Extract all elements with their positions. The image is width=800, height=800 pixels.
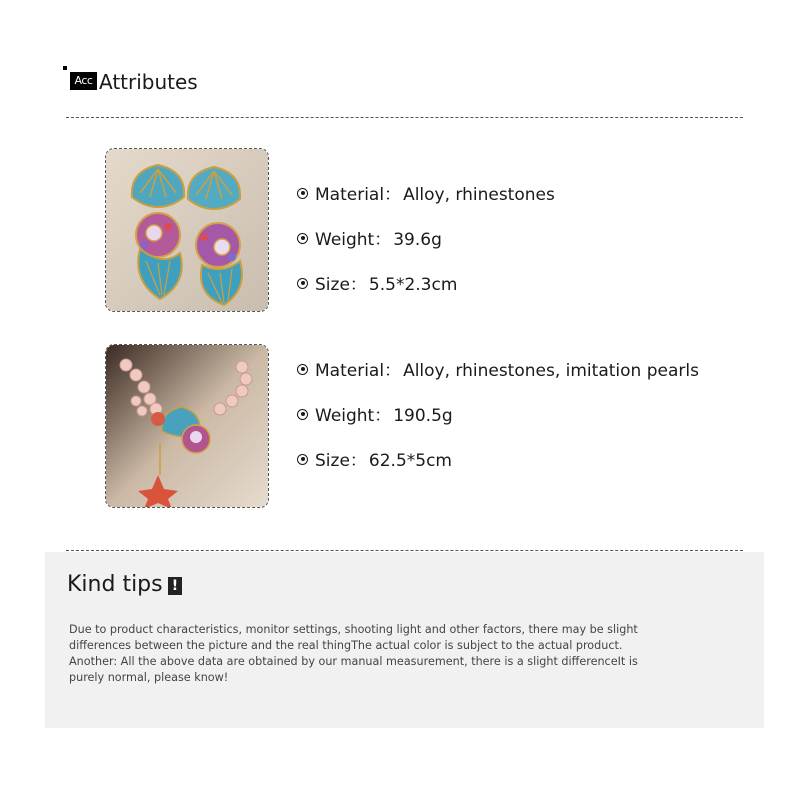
earrings-illustration — [106, 149, 269, 312]
kind-tips-text — [69, 622, 649, 686]
necklace-weight: Weight： 190.5g — [297, 405, 453, 427]
bullet-icon — [297, 364, 308, 375]
attributes-heading: Attributes — [99, 70, 198, 94]
bullet-icon — [297, 278, 308, 289]
necklace-material: Material： Alloy, rhinestones, imitation pearls — [297, 360, 699, 382]
bullet-icon — [297, 409, 308, 420]
middle-divider — [66, 550, 743, 551]
exclamation-icon: ! — [168, 577, 182, 595]
tips-line: Due to product characteristics, monitor settings, shooting light and other factors, there may be slight — [69, 623, 638, 636]
bullet-icon — [297, 454, 308, 465]
tips-line: Another: All the above data are obtained by our manual measurement, there is a slight differenceIt is — [69, 655, 638, 668]
tips-line: purely normal, please know! — [69, 671, 229, 684]
necklace-size: Size： 62.5*5cm — [297, 450, 452, 472]
earrings-weight: Weight： 39.6g — [297, 229, 442, 251]
acc-badge: Acc — [70, 72, 97, 90]
earrings-material: Material： Alloy, rhinestones — [297, 184, 555, 206]
earrings-image — [105, 148, 269, 312]
kind-tips-panel — [45, 552, 764, 728]
kind-tips-title: Kind tips — [67, 572, 163, 597]
decorative-dot — [63, 66, 67, 70]
bullet-icon — [297, 233, 308, 244]
top-divider — [66, 117, 743, 118]
tips-line: differences between the picture and the real thingThe actual color is subject to the actual product. — [69, 639, 623, 652]
necklace-image — [105, 344, 269, 508]
bullet-icon — [297, 188, 308, 199]
earrings-size: Size： 5.5*2.3cm — [297, 274, 457, 296]
necklace-illustration — [106, 345, 269, 508]
